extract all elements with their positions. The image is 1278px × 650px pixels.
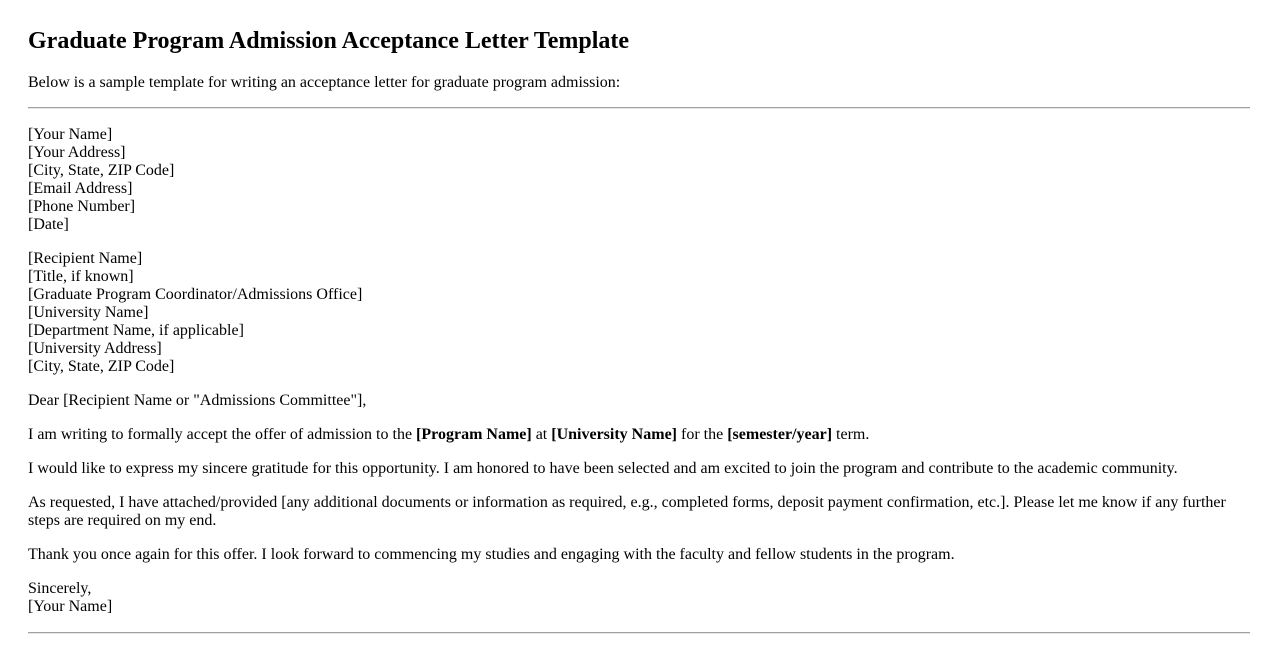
- sender-city-state-zip: [City, State, ZIP Code]: [28, 162, 175, 179]
- page-title: Graduate Program Admission Acceptance Letter Template: [28, 28, 630, 54]
- sender-email: [Email Address]: [28, 180, 133, 197]
- program-name-placeholder: [Program Name]: [416, 426, 532, 443]
- documents-paragraph: As requested, I have attached/provided [any additional documents or information as required, e.g., completed forms, deposit payment confirmation, etc.]. Please let me know if any further steps are required on my end.: [28, 494, 1226, 529]
- closing-paragraph: Thank you once again for this offer. I look forward to commencing my studies and engaging with the faculty and fellow students in the program.: [28, 546, 955, 563]
- signoff-block: [28, 580, 1250, 616]
- recipient-title: [Title, if known]: [28, 268, 134, 285]
- salutation: Dear [Recipient Name or "Admissions Committee"],: [28, 392, 367, 409]
- acceptance-paragraph: [28, 426, 1250, 444]
- acceptance-text-1: I am writing to formally accept the offer of admission to the: [28, 426, 417, 443]
- sender-phone: [Phone Number]: [28, 198, 136, 215]
- recipient-department: [Department Name, if applicable]: [28, 322, 244, 339]
- acceptance-text-3: for the: [677, 426, 728, 443]
- gratitude-paragraph: I would like to express my sincere gratitude for this opportunity. I am honored to have been selected and am excited to join the program and contribute to the academic community.: [28, 460, 1178, 477]
- acceptance-text-2: at: [531, 426, 552, 443]
- university-name-placeholder: [University Name]: [551, 426, 677, 443]
- recipient-university: [University Name]: [28, 304, 149, 321]
- sender-address-block: [28, 126, 1250, 234]
- signoff-name: [Your Name]: [28, 598, 113, 615]
- sender-address: [Your Address]: [28, 144, 126, 161]
- sender-name: [Your Name]: [28, 126, 113, 143]
- term-placeholder: [semester/year]: [727, 426, 833, 443]
- recipient-office: [Graduate Program Coordinator/Admissions Office]: [28, 286, 363, 303]
- signoff-word: Sincerely,: [28, 580, 92, 597]
- recipient-address: [University Address]: [28, 340, 162, 357]
- recipient-city-state-zip: [City, State, ZIP Code]: [28, 358, 175, 375]
- bottom-divider: [28, 632, 1250, 634]
- top-divider: [28, 107, 1250, 109]
- intro-text: Below is a sample template for writing an acceptance letter for graduate program admission:: [28, 74, 621, 91]
- sender-date: [Date]: [28, 216, 69, 233]
- acceptance-text-4: term.: [832, 426, 870, 443]
- recipient-name: [Recipient Name]: [28, 250, 143, 267]
- recipient-address-block: [28, 250, 1250, 376]
